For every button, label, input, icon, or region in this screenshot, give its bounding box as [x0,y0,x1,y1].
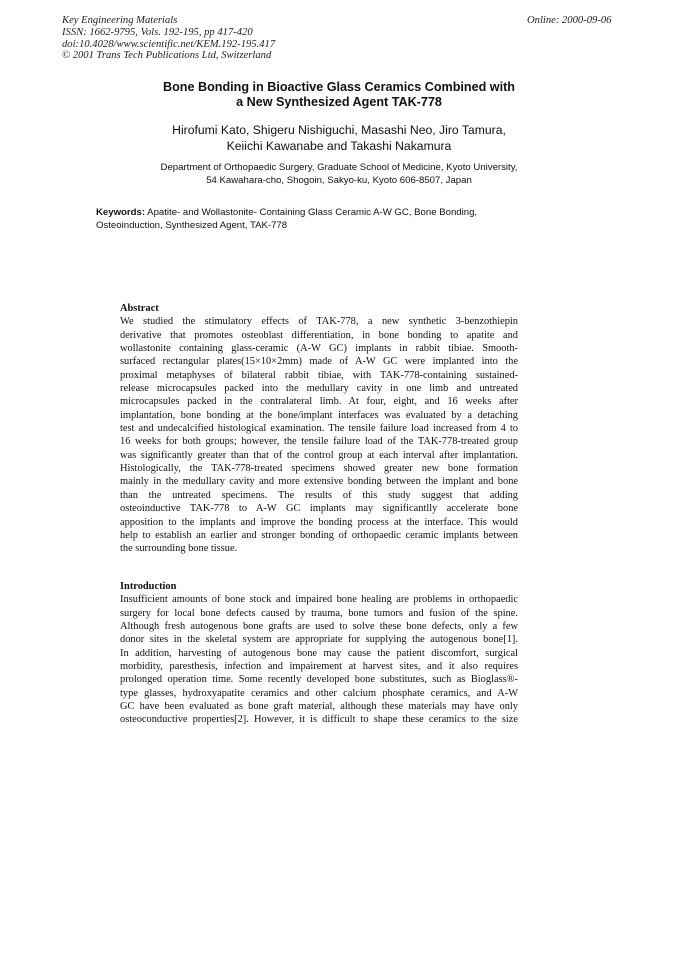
abstract-section [120,302,518,556]
text-line: surfaced rectangular plates(15×10×2mm) made of A-W GC were implanted into the [120,356,518,368]
text-line: implantation, bone bonding at the bone/implant interfaces was evaluated by a detaching [120,409,518,421]
text-line: morbidity, paresthesis, infection and impairement at harvest sites, and it also requires [120,661,518,673]
text-line: proximal metaphyses of bilateral rabbit tibiae, with TAK-778-containing sustained- [120,369,518,381]
text-line: apposition to the implants and improve the bonding process at the interface. This would [120,516,518,528]
introduction-heading: Introduction [120,581,177,592]
copyright-line: © 2001 Trans Tech Publications Ltd, Switzerland [62,50,272,62]
introduction-section [120,580,518,727]
keywords-block [96,207,477,232]
text-line: Insufficient amounts of bone stock and impaired bone healing are problems in orthopaedic [120,594,518,606]
text-line: surgery for local bone defects caused by trauma, bone tumors and fusion of the spine. [120,607,518,619]
text-line: microcapsules packed in the contralateral limb. At four, eight, and 16 weeks after [120,396,518,408]
text-line: GC have been evaluated as bone graft material, although these materials may have only [120,701,518,713]
online-date: Online: 2000-09-06 [527,15,612,26]
paper-title [100,80,578,110]
keywords-text: Osteoinduction, Synthesized Agent, TAK-778 [96,219,288,231]
text-line: Although fresh autogenous bone grafts are used to solve these bone defects, only a few [120,621,518,633]
doi-line: doi:10.4028/www.scientific.net/KEM.192-195.417 [62,38,276,50]
text-line: release microcapsules packed into the medullary cavity in one limb and untreated [120,383,518,395]
abstract-heading: Abstract [120,303,159,314]
text-line: was significantly greater than that of the control group at each interval after implantation. [120,449,518,461]
text-line: donor sites in the skeletal system are appropriate for supplying the autogenous bone[1]. [120,634,518,646]
text-line: wollastonite containing glass-ceramic (A-W GC) implants in rabbit tibiae. Smooth- [120,343,518,355]
journal-name: Key Engineering Materials [62,15,178,26]
title-line: Bone Bonding in Bioactive Glass Ceramics Combined with [163,80,515,94]
abstract-body [120,315,518,555]
text-line: test and undecalcified histological examination. The tensile failure load increased from 4 to [120,423,518,435]
text-line: mainly in the medullary cavity and more extensive bonding between the implant and bone [120,476,518,488]
text-line: type glasses, hydroxyapatite ceramics and other calcium phosphate ceramics, and A-W [120,687,518,699]
affiliation-line: Department of Orthopaedic Surgery, Graduate School of Medicine, Kyoto University, [160,162,518,173]
author-line: Keiichi Kawanabe and Takashi Nakamura [226,138,452,153]
text-line: osteoconductive properties[2]. However, it is difficult to shape these ceramics to the size [120,714,518,726]
author-list [100,123,578,154]
text-line: the surrounding bone tissue. [120,543,238,555]
affiliation-line: 54 Kawahara-cho, Shogoin, Sakyo-ku, Kyoto 606-8507, Japan [206,174,472,186]
text-line: We studied the stimulatory effects of TAK-778, a new synthetic 3-benzothiepin [120,316,518,328]
text-line: than the untreated specimens. The results of this study suggest that adding [120,489,518,501]
text-line: In addition, harvesting of autogenous bone may cause the patient discomfort, surgical [120,647,518,659]
text-line: Histologically, the TAK-778-treated specimens showed greater new bone formation [120,463,518,475]
text-line: 16 weeks for both groups; however, the tensile failure load of the TAK-778-treated group [120,436,518,448]
affiliation [100,162,578,187]
keywords-label: Keywords: [96,207,146,218]
text-line: prolonged operation time. Some recently developed bone substitutes, such as Bioglass®- [120,674,518,686]
text-line: derivative that promotes osteoblast differentiation, in bone bonding to apatite and [120,329,518,341]
author-line: Hirofumi Kato, Shigeru Nishiguchi, Masashi Neo, Jiro Tamura, [172,123,506,137]
journal-header [62,15,275,62]
issn-line: ISSN: 1662-9795, Vols. 192-195, pp 417-420 [62,26,253,38]
introduction-body [120,593,518,726]
text-line: help to establish an earlier and stronger bonding of orthopaedic ceramic implants between [120,529,518,541]
keywords-text: Apatite- and Wollastonite- Containing Glass Ceramic A-W GC, Bone Bonding, [145,207,478,218]
text-line: osteoinductive TAK-778 to A-W GC implants may significantlly accelerate bone [120,503,518,515]
title-line: a New Synthesized Agent TAK-778 [236,95,442,109]
